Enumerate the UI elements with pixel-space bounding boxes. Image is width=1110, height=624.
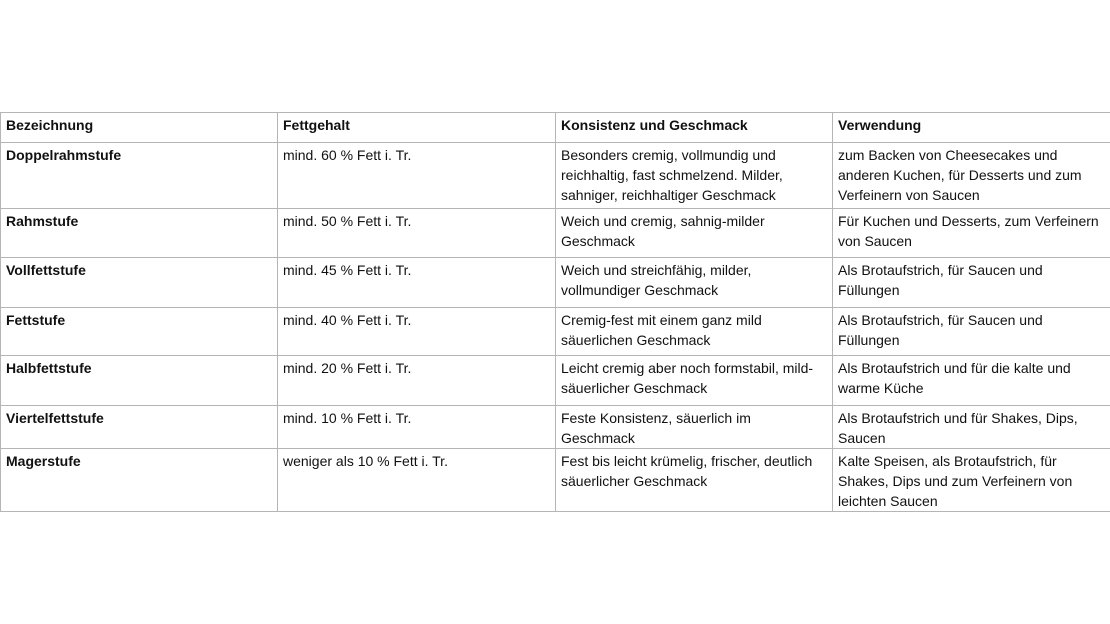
consistency-cell: Feste Konsistenz, säuerlich im Geschmack [556, 406, 833, 449]
table-row [1, 406, 1110, 449]
cheese-fat-levels-table [0, 112, 1110, 512]
fat-content-cell: mind. 10 % Fett i. Tr. [278, 406, 556, 449]
name-cell: Magerstufe [1, 449, 278, 512]
header-cell: Verwendung [833, 113, 1110, 143]
fat-content-cell: mind. 60 % Fett i. Tr. [278, 143, 556, 209]
usage-cell: Als Brotaufstrich, für Saucen und Füllungen [833, 258, 1110, 308]
usage-cell: Als Brotaufstrich und für die kalte und warme Küche [833, 356, 1110, 406]
usage-cell: Für Kuchen und Desserts, zum Verfeinern von Saucen [833, 209, 1110, 258]
fat-content-cell: mind. 50 % Fett i. Tr. [278, 209, 556, 258]
consistency-cell: Weich und cremig, sahnig-milder Geschmack [556, 209, 833, 258]
table-row [1, 258, 1110, 308]
consistency-cell: Weich und streichfähig, milder, vollmundiger Geschmack [556, 258, 833, 308]
fat-content-cell: mind. 40 % Fett i. Tr. [278, 308, 556, 356]
name-cell: Fettstufe [1, 308, 278, 356]
header-cell: Bezeichnung [1, 113, 278, 143]
name-cell: Vollfettstufe [1, 258, 278, 308]
table-row [1, 308, 1110, 356]
name-cell: Doppelrahmstufe [1, 143, 278, 209]
table-row [1, 449, 1110, 512]
name-cell: Rahmstufe [1, 209, 278, 258]
consistency-cell: Besonders cremig, vollmundig und reichhaltig, fast schmelzend. Milder, sahniger, reichhaltiger Geschmack [556, 143, 833, 209]
name-cell: Viertelfettstufe [1, 406, 278, 449]
consistency-cell: Cremig-fest mit einem ganz mild säuerlichen Geschmack [556, 308, 833, 356]
table-row [1, 209, 1110, 258]
header-cell: Konsistenz und Geschmack [556, 113, 833, 143]
usage-cell: zum Backen von Cheesecakes und anderen Kuchen, für Desserts und zum Verfeinern von Saucen [833, 143, 1110, 209]
name-cell: Halbfettstufe [1, 356, 278, 406]
fat-content-cell: weniger als 10 % Fett i. Tr. [278, 449, 556, 512]
fat-content-cell: mind. 20 % Fett i. Tr. [278, 356, 556, 406]
table-row [1, 143, 1110, 209]
header-cell: Fettgehalt [278, 113, 556, 143]
table-header-row [1, 113, 1110, 143]
consistency-cell: Leicht cremig aber noch formstabil, mild-säuerlicher Geschmack [556, 356, 833, 406]
consistency-cell: Fest bis leicht krümelig, frischer, deutlich säuerlicher Geschmack [556, 449, 833, 512]
table-row [1, 356, 1110, 406]
usage-cell: Als Brotaufstrich und für Shakes, Dips, Saucen [833, 406, 1110, 449]
usage-cell: Kalte Speisen, als Brotaufstrich, für Shakes, Dips und zum Verfeinern von leichten Saucen [833, 449, 1110, 512]
usage-cell: Als Brotaufstrich, für Saucen und Füllungen [833, 308, 1110, 356]
fat-content-cell: mind. 45 % Fett i. Tr. [278, 258, 556, 308]
